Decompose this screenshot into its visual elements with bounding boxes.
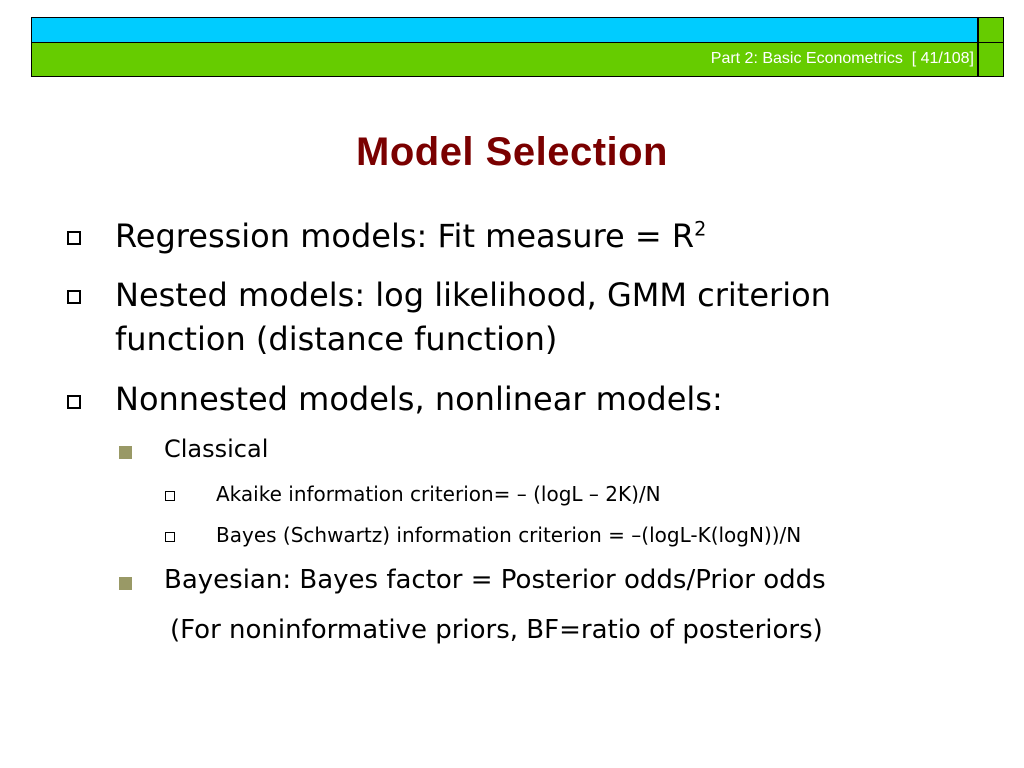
hollow-square-bullet-icon	[67, 231, 81, 245]
bullet-nested: Nested models: log likelihood, GMM criterion	[115, 276, 831, 314]
item-bayes-schwartz: Bayes (Schwartz) information criterion = –(logL-K(logN))/N	[216, 523, 802, 547]
superscript: 2	[694, 217, 707, 241]
small-hollow-square-bullet-icon	[165, 491, 175, 501]
bullet-text: Regression models: Fit measure = R	[115, 217, 695, 255]
hollow-square-bullet-icon	[67, 290, 81, 304]
sub-bullet-bayesian: Bayesian: Bayes factor = Posterior odds/Prior odds	[164, 565, 826, 595]
sub-bullet-bayesian-continuation: (For noninformative priors, BF=ratio of posteriors)	[170, 615, 823, 645]
hollow-square-bullet-icon	[67, 395, 81, 409]
item-akaike: Akaike information criterion= – (logL – 2K)/N	[216, 482, 661, 506]
sub-bullet-classical: Classical	[164, 435, 269, 463]
filled-square-bullet-icon	[119, 577, 132, 590]
filled-square-bullet-icon	[119, 446, 132, 459]
bullet-nested-continuation: function (distance function)	[115, 320, 558, 358]
header-label: Part 2: Basic Econometrics [ 41/108]	[710, 50, 974, 67]
small-hollow-square-bullet-icon	[165, 532, 175, 542]
bullet-nonnested: Nonnested models, nonlinear models:	[115, 380, 723, 418]
bullet-regression	[115, 217, 706, 255]
slide-title: Model Selection	[356, 130, 668, 174]
